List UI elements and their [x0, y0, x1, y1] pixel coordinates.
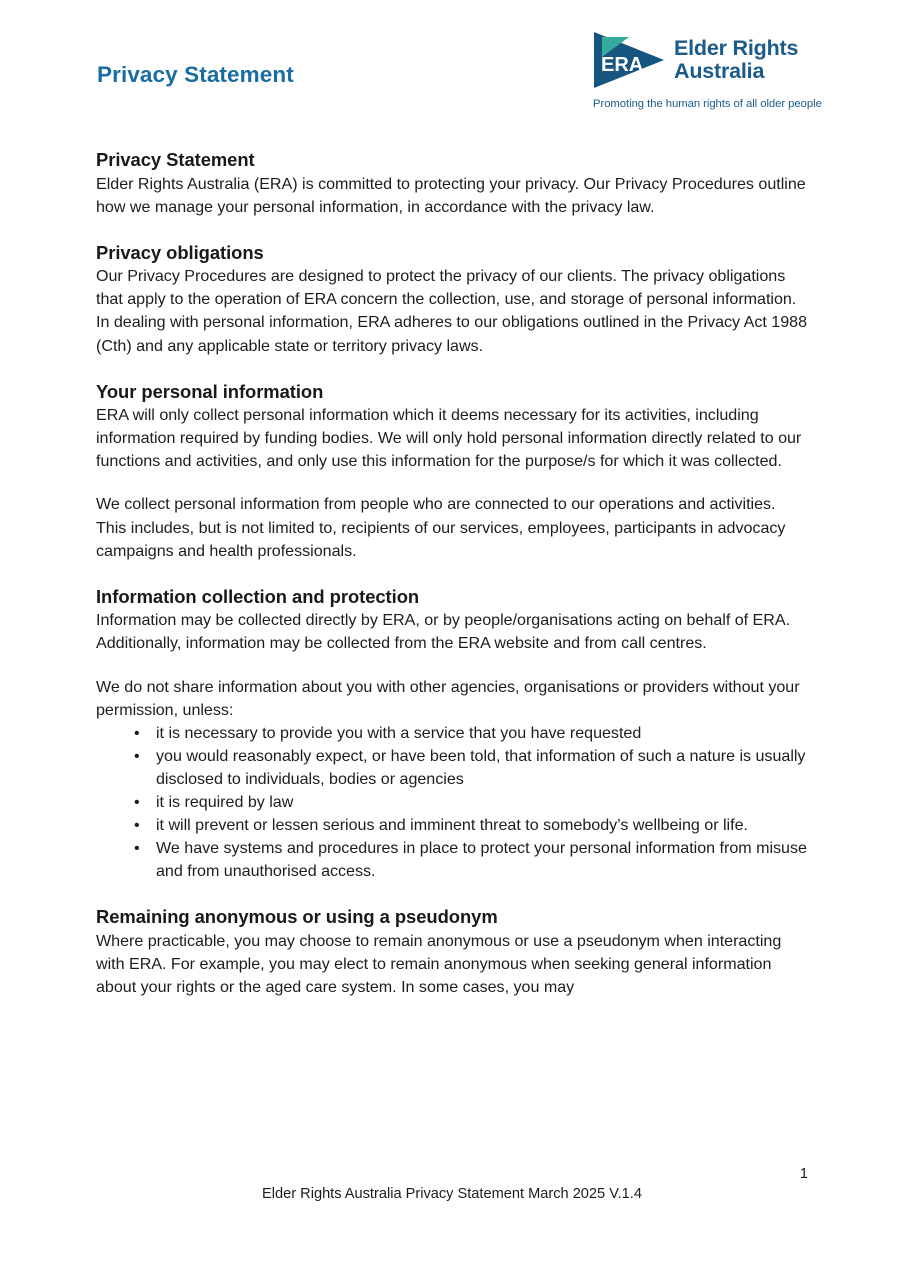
list-item — [96, 745, 808, 791]
bullet-icon: • — [134, 839, 140, 858]
paragraph: ERA will only collect personal information which it deems necessary for its activities, including information required by funding bodies. We will only hold personal information directly related to our functions and activities, and only use this information for the purpose/s for which it was collected. — [96, 406, 802, 471]
list-item-text: it is required by law — [156, 792, 294, 811]
list-item-text: it is necessary to provide you with a service that you have requested — [156, 723, 642, 742]
bullet-icon: • — [134, 723, 140, 742]
logo-wordmark-line2: Australia — [674, 59, 765, 83]
document-footer — [96, 1165, 808, 1204]
disclosure-bullet-list — [96, 722, 808, 884]
era-triangle-logo-icon — [591, 29, 667, 91]
paragraph: We collect personal information from people who are connected to our operations and activities. This includes, but is not limited to, recipients of our services, employees, participants in advocacy campaigns and health professionals. — [96, 495, 786, 560]
list-item — [96, 722, 808, 745]
section-heading: Your personal information — [96, 380, 324, 402]
list-item — [96, 837, 808, 883]
list-item-text: We have systems and procedures in place to protect your personal information from misuse and from unauthorised access. — [156, 839, 807, 881]
list-item-text: you would reasonably expect, or have been told, that information of such a nature is usually disclosed to individuals, bodies or agencies — [156, 746, 806, 788]
logo-row — [591, 29, 798, 91]
svg-text:ERA: ERA — [601, 54, 644, 76]
paragraph: Where practicable, you may choose to remain anonymous or use a pseudonym when interacting with ERA. For example, you may elect to remain anonymous when seeking general information about your rights or the aged care system. In some cases, you may — [96, 931, 782, 997]
logo-wordmark-line1: Elder Rights — [674, 36, 799, 61]
bullet-icon: • — [134, 816, 140, 835]
page-title: Privacy Statement — [97, 62, 294, 87]
paragraph: Elder Rights Australia (ERA) is committed to protecting your privacy. Our Privacy Procedures outline how we manage your personal information, in accordance with the privacy law. — [96, 174, 806, 216]
paragraph: We do not share information about you with other agencies, organisations or providers without your permission, unless: — [96, 677, 800, 719]
section-your-personal-information — [96, 380, 808, 563]
bullet-icon: • — [134, 792, 140, 811]
section-heading: Privacy obligations — [96, 241, 264, 263]
section-privacy-statement — [96, 148, 808, 219]
list-item — [96, 814, 808, 837]
era-logo — [591, 29, 822, 119]
paragraph-spacer — [96, 656, 808, 676]
bullet-icon: • — [134, 746, 140, 765]
section-remaining-anonymous — [96, 905, 808, 999]
paragraph: Information may be collected directly by ERA, or by people/organisations acting on behalf of ERA. Additionally, information may be collected from the ERA website and from call centres. — [96, 611, 791, 653]
section-information-collection-and-protection — [96, 585, 808, 884]
section-spacer — [96, 358, 808, 380]
document-body — [96, 148, 808, 999]
paragraph-spacer — [96, 473, 808, 493]
logo-tagline: Promoting the human rights of all older people — [593, 98, 822, 110]
footer-doc-info: Elder Rights Australia Privacy Statement March 2025 V.1.4 — [262, 1185, 642, 1202]
section-spacer — [96, 563, 808, 585]
section-heading: Information collection and protection — [96, 585, 420, 607]
section-privacy-obligations — [96, 241, 808, 358]
section-spacer — [96, 219, 808, 241]
logo-wordmark — [674, 37, 798, 83]
section-spacer — [96, 883, 808, 905]
list-item-text: it will prevent or lessen serious and imminent threat to somebody’s wellbeing or life. — [156, 816, 748, 835]
list-item — [96, 791, 808, 814]
paragraph: Our Privacy Procedures are designed to protect the privacy of our clients. The privacy obligations that apply to the operation of ERA concern the collection, use, and storage of personal information. In dealing with personal information, ERA adheres to our obligations outlined in the Privacy Act 1988 (Cth) and any applicable state or territory privacy laws. — [96, 267, 808, 355]
section-heading: Remaining anonymous or using a pseudonym — [96, 906, 498, 928]
section-heading: Privacy Statement — [96, 149, 255, 170]
document-header — [0, 0, 904, 130]
page-number: 1 — [799, 1166, 808, 1182]
